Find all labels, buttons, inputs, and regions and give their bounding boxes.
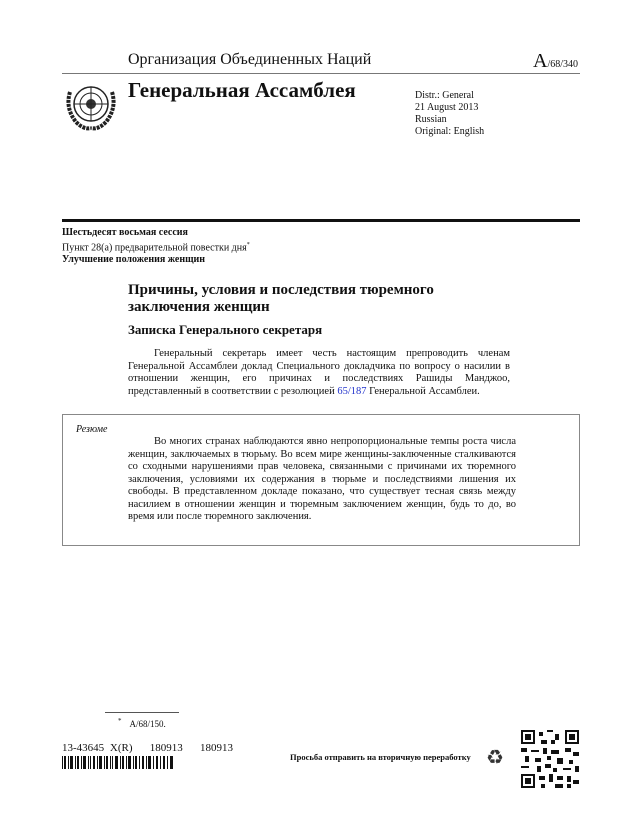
symbol-number: /68/340 [547,59,578,70]
distribution-block [415,90,484,138]
footnote-rule [105,712,179,713]
intro-text: Генеральный секретарь имеет честь настоящим препроводить членам Генеральной Ассамблеи доклад Специального докладчика по вопросу о насилии в отношении женщин, его причинах и последствиях Рашиды Манджоо, представленный в соответствии с резолюцией [128,348,510,397]
qr-code-icon [521,730,579,788]
agenda-item [62,239,250,254]
distr-line: Distr.: General [415,90,474,101]
job-number: 13-43645 X(R) 180913 180913 [62,742,234,754]
resolution-link[interactable]: 65/187 [337,385,367,397]
header-thick-rule [62,219,580,222]
date-line: 21 August 2013 [415,102,479,113]
organization-name: Организация Объединенных Наций [128,51,372,68]
intro-text-end: Генеральной Ассамблеи. [366,385,480,397]
document-title: Причины, условия и последствия тюремного заключения женщин [128,282,434,315]
recycle-notice: Просьба отправить на вторичную переработку [290,752,471,762]
organ-name: Генеральная Ассамблея [128,78,356,102]
agenda-item-text: Пункт 28(a) предварительной повестки дня [62,242,247,254]
header-rule [62,73,580,74]
summary-label: Резюме [76,424,108,435]
session-name: Шестьдесят восьмая сессия [62,227,188,238]
summary-text: Во многих странах наблюдаются явно непропорциональные темпы роста числа женщин, заключаемых в тюрьму. Во всем мире женщины-заключенные сталкиваются со сходными нарушениями прав человека, связанными с причинами их тюремного заключения, условиями их содержания в тюрьме и последствиями лишения их свободы. В представленном докладе показано, что существует тесная связь между насилием в отношении женщин и тюремным заключением женщин, будь то до, во время или после тюремного заключения. [128,436,516,522]
document-symbol [533,50,578,73]
footnote-ref[interactable]: * [246,242,250,248]
intro-paragraph [128,348,510,398]
footnote-mark: * [118,717,122,725]
note-heading: Записка Генерального секретаря [128,322,323,337]
barcode-icon [62,756,174,769]
recycle-icon: ♻ [486,747,504,769]
session-block [62,227,250,266]
un-emblem-icon [62,78,120,134]
original-language-line: Original: English [415,126,485,137]
symbol-letter: A [532,50,548,72]
footnote [118,717,166,729]
agenda-topic: Улучшение положения женщин [62,254,206,266]
footnote-text: A/68/150. [129,719,166,729]
language-line: Russian [415,114,447,125]
